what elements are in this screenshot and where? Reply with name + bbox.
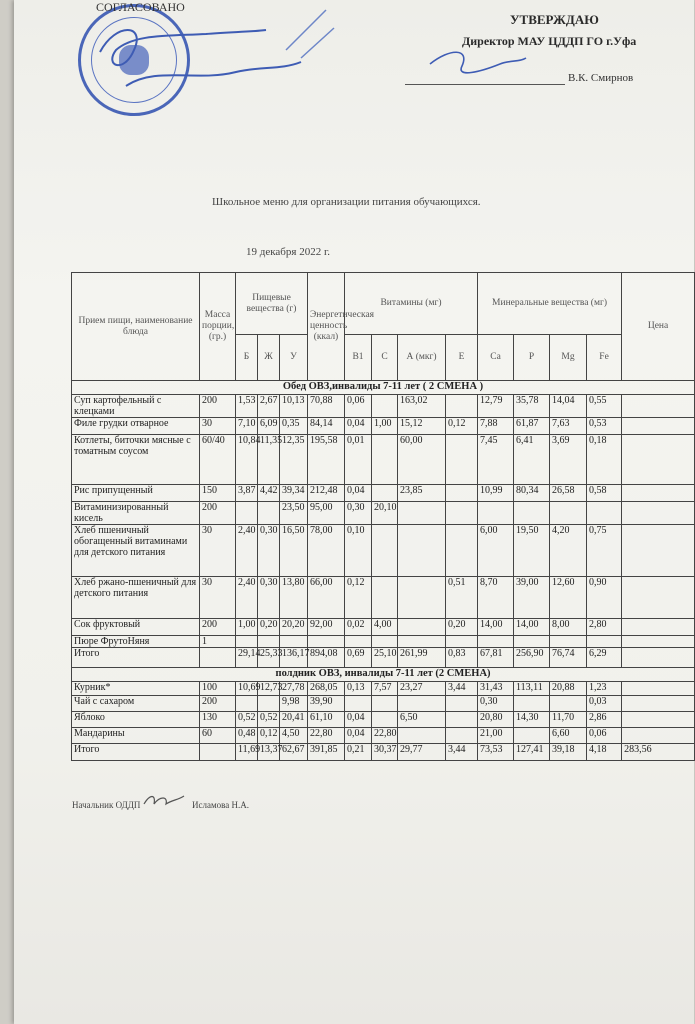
header-fe: Fe xyxy=(587,335,622,381)
cell-fe: 0,58 xyxy=(587,485,622,502)
signer-name: В.К. Смирнов xyxy=(568,72,634,84)
cell-fe: 1,23 xyxy=(587,682,622,696)
header-minerals: Минеральные вещества (мг) xyxy=(478,273,622,335)
cell-c: 7,57 xyxy=(372,682,398,696)
cell-ca: 10,99 xyxy=(478,485,514,502)
header-ca: Са xyxy=(478,335,514,381)
header-u: У xyxy=(280,335,308,381)
cell-p: 61,87 xyxy=(514,418,550,435)
cell-b: 2,40 xyxy=(236,525,258,577)
cell-mg: 3,69 xyxy=(550,435,587,485)
cell-p: 127,41 xyxy=(514,744,550,761)
cell-b: 7,10 xyxy=(236,418,258,435)
cell-c: 4,00 xyxy=(372,619,398,636)
header-c: С xyxy=(372,335,398,381)
cell-mg: 4,20 xyxy=(550,525,587,577)
cell-u: 27,78 xyxy=(280,682,308,696)
menu-table-body xyxy=(72,381,695,761)
cell-en: 39,90 xyxy=(308,696,345,712)
cell-mg: 8,00 xyxy=(550,619,587,636)
cell-b1: 0,04 xyxy=(345,418,372,435)
cell-u: 62,67 xyxy=(280,744,308,761)
cell-p: 39,00 xyxy=(514,577,550,619)
cell-c xyxy=(372,577,398,619)
cell-e xyxy=(446,525,478,577)
cell-b xyxy=(236,636,258,648)
cell-mass: 100 xyxy=(200,682,236,696)
cell-c: 25,10 xyxy=(372,648,398,668)
cell-b1 xyxy=(345,636,372,648)
cell-en: 95,00 xyxy=(308,502,345,525)
cell-u: 20,20 xyxy=(280,619,308,636)
cell-c: 1,00 xyxy=(372,418,398,435)
cell-mass: 30 xyxy=(200,525,236,577)
cell-u: 10,13 xyxy=(280,395,308,418)
handwritten-signature-left xyxy=(86,10,336,130)
cell-fe: 0,53 xyxy=(587,418,622,435)
cell-e: 3,44 xyxy=(446,744,478,761)
cell-a xyxy=(398,502,446,525)
cell-p: 14,00 xyxy=(514,619,550,636)
cell-e xyxy=(446,712,478,728)
cell-b: 10,84 xyxy=(236,435,258,485)
cell-e: 0,51 xyxy=(446,577,478,619)
cell-b: 2,40 xyxy=(236,577,258,619)
cell-fe: 2,86 xyxy=(587,712,622,728)
cell-mg: 6,60 xyxy=(550,728,587,744)
cell-price xyxy=(622,502,695,525)
cell-u: 12,35 xyxy=(280,435,308,485)
table-row xyxy=(72,502,695,525)
cell-b: 11,69 xyxy=(236,744,258,761)
cell-b xyxy=(236,696,258,712)
cell-price xyxy=(622,577,695,619)
cell-c xyxy=(372,435,398,485)
cell-a: 60,00 xyxy=(398,435,446,485)
cell-name: Курник* xyxy=(72,682,200,696)
cell-zh: 0,20 xyxy=(258,619,280,636)
cell-ca: 12,79 xyxy=(478,395,514,418)
cell-mass: 60/40 xyxy=(200,435,236,485)
cell-u: 4,50 xyxy=(280,728,308,744)
cell-p: 256,90 xyxy=(514,648,550,668)
cell-a: 163,02 xyxy=(398,395,446,418)
menu-table xyxy=(71,272,695,761)
document-date: 19 декабря 2022 г. xyxy=(246,246,330,258)
cell-p: 6,41 xyxy=(514,435,550,485)
cell-a: 15,12 xyxy=(398,418,446,435)
cell-price xyxy=(622,418,695,435)
cell-price xyxy=(622,648,695,668)
cell-mg: 11,70 xyxy=(550,712,587,728)
cell-fe: 0,06 xyxy=(587,728,622,744)
cell-en: 92,00 xyxy=(308,619,345,636)
header-zh: Ж xyxy=(258,335,280,381)
cell-e xyxy=(446,636,478,648)
cell-zh: 0,12 xyxy=(258,728,280,744)
cell-e: 3,44 xyxy=(446,682,478,696)
table-row xyxy=(72,696,695,712)
cell-fe xyxy=(587,636,622,648)
cell-name: Рис припущенный xyxy=(72,485,200,502)
cell-en: 22,80 xyxy=(308,728,345,744)
cell-price xyxy=(622,696,695,712)
cell-b1: 0,69 xyxy=(345,648,372,668)
cell-price xyxy=(622,682,695,696)
cell-ca: 0,30 xyxy=(478,696,514,712)
cell-en: 70,88 xyxy=(308,395,345,418)
cell-mg: 76,74 xyxy=(550,648,587,668)
cell-zh: 11,35 xyxy=(258,435,280,485)
cell-b: 0,48 xyxy=(236,728,258,744)
cell-mass: 200 xyxy=(200,395,236,418)
cell-p xyxy=(514,728,550,744)
cell-p: 14,30 xyxy=(514,712,550,728)
header-price: Цена xyxy=(622,273,695,381)
cell-en: 61,10 xyxy=(308,712,345,728)
cell-name: Хлеб ржано-пшеничный для детского питания xyxy=(72,577,200,619)
cell-name: Филе грудки отварное xyxy=(72,418,200,435)
cell-mg: 26,58 xyxy=(550,485,587,502)
cell-zh: 2,67 xyxy=(258,395,280,418)
cell-p: 19,50 xyxy=(514,525,550,577)
cell-u xyxy=(280,636,308,648)
cell-price: 283,56 xyxy=(622,744,695,761)
header-p: Р xyxy=(514,335,550,381)
cell-a: 23,27 xyxy=(398,682,446,696)
cell-a: 23,85 xyxy=(398,485,446,502)
cell-en: 78,00 xyxy=(308,525,345,577)
table-row xyxy=(72,636,695,648)
footer-position: Начальник ОДДП xyxy=(72,800,141,810)
cell-e: 0,12 xyxy=(446,418,478,435)
cell-mg: 39,18 xyxy=(550,744,587,761)
cell-mass: 130 xyxy=(200,712,236,728)
cell-a: 6,50 xyxy=(398,712,446,728)
cell-fe: 0,03 xyxy=(587,696,622,712)
cell-name: Итого xyxy=(72,648,200,668)
cell-e xyxy=(446,435,478,485)
table-row xyxy=(72,728,695,744)
header-mg: Mg xyxy=(550,335,587,381)
cell-zh: 0,52 xyxy=(258,712,280,728)
cell-a: 261,99 xyxy=(398,648,446,668)
cell-ca xyxy=(478,636,514,648)
cell-mass: 150 xyxy=(200,485,236,502)
cell-name: Суп картофельный с клецками xyxy=(72,395,200,418)
cell-c xyxy=(372,525,398,577)
cell-a xyxy=(398,636,446,648)
cell-price xyxy=(622,619,695,636)
cell-u: 16,50 xyxy=(280,525,308,577)
header-nutrients: Пищевые вещества (г) xyxy=(236,273,308,335)
cell-b1 xyxy=(345,696,372,712)
cell-zh: 0,30 xyxy=(258,525,280,577)
cell-p xyxy=(514,696,550,712)
cell-b: 1,53 xyxy=(236,395,258,418)
cell-e xyxy=(446,502,478,525)
cell-mass: 200 xyxy=(200,696,236,712)
cell-ca: 67,81 xyxy=(478,648,514,668)
table-row xyxy=(72,485,695,502)
header-b1: В1 xyxy=(345,335,372,381)
header-meal: Прием пищи, наименование блюда xyxy=(72,273,200,381)
cell-p xyxy=(514,636,550,648)
header-vitamins: Витамины (мг) xyxy=(345,273,478,335)
cell-price xyxy=(622,636,695,648)
cell-b: 10,69 xyxy=(236,682,258,696)
cell-b1: 0,04 xyxy=(345,485,372,502)
cell-en: 212,48 xyxy=(308,485,345,502)
cell-c xyxy=(372,485,398,502)
total-row xyxy=(72,648,695,668)
table-row xyxy=(72,418,695,435)
cell-c: 30,37 xyxy=(372,744,398,761)
cell-p: 80,34 xyxy=(514,485,550,502)
cell-zh xyxy=(258,696,280,712)
cell-u: 0,35 xyxy=(280,418,308,435)
cell-a xyxy=(398,525,446,577)
cell-mg: 12,60 xyxy=(550,577,587,619)
cell-b xyxy=(236,502,258,525)
cell-a xyxy=(398,577,446,619)
cell-p: 113,11 xyxy=(514,682,550,696)
cell-fe: 0,18 xyxy=(587,435,622,485)
cell-mass: 60 xyxy=(200,728,236,744)
cell-b1: 0,02 xyxy=(345,619,372,636)
cell-zh: 6,09 xyxy=(258,418,280,435)
cell-mg: 14,04 xyxy=(550,395,587,418)
table-row xyxy=(72,712,695,728)
cell-name: Итого xyxy=(72,744,200,761)
cell-a xyxy=(398,728,446,744)
cell-a xyxy=(398,696,446,712)
cell-zh: 12,73 xyxy=(258,682,280,696)
footer-name: Исламова Н.А. xyxy=(192,800,250,810)
cell-name: Витаминизированный кисель xyxy=(72,502,200,525)
cell-mg xyxy=(550,636,587,648)
cell-name: Чай с сахаром xyxy=(72,696,200,712)
cell-fe: 0,75 xyxy=(587,525,622,577)
cell-mass: 30 xyxy=(200,577,236,619)
cell-ca: 31,43 xyxy=(478,682,514,696)
cell-zh: 25,33 xyxy=(258,648,280,668)
cell-ca: 8,70 xyxy=(478,577,514,619)
cell-price xyxy=(622,435,695,485)
cell-b1: 0,10 xyxy=(345,525,372,577)
cell-a: 29,77 xyxy=(398,744,446,761)
cell-ca: 7,45 xyxy=(478,435,514,485)
table-row xyxy=(72,525,695,577)
header-energy: Энергетическая ценность (ккал) xyxy=(308,273,345,381)
table-row xyxy=(72,577,695,619)
cell-c xyxy=(372,636,398,648)
table-row xyxy=(72,682,695,696)
cell-b: 3,87 xyxy=(236,485,258,502)
cell-zh: 0,30 xyxy=(258,577,280,619)
cell-zh: 4,42 xyxy=(258,485,280,502)
header-e: Е xyxy=(446,335,478,381)
header-a: А (мкг) xyxy=(398,335,446,381)
cell-u: 9,98 xyxy=(280,696,308,712)
cell-en: 195,58 xyxy=(308,435,345,485)
cell-mass: 200 xyxy=(200,619,236,636)
cell-u: 136,17 xyxy=(280,648,308,668)
cell-name: Пюре ФрутоНяня xyxy=(72,636,200,648)
cell-en: 84,14 xyxy=(308,418,345,435)
cell-price xyxy=(622,712,695,728)
cell-u: 20,41 xyxy=(280,712,308,728)
cell-fe xyxy=(587,502,622,525)
cell-mass xyxy=(200,648,236,668)
cell-name: Яблоко xyxy=(72,712,200,728)
cell-price xyxy=(622,395,695,418)
cell-fe: 2,80 xyxy=(587,619,622,636)
cell-mass xyxy=(200,744,236,761)
cell-price xyxy=(622,485,695,502)
cell-c xyxy=(372,696,398,712)
total-row xyxy=(72,744,695,761)
cell-zh xyxy=(258,636,280,648)
cell-fe: 0,90 xyxy=(587,577,622,619)
cell-b: 1,00 xyxy=(236,619,258,636)
approved-label: СОГЛАСОВАНО xyxy=(96,0,185,14)
approve-title: УТВЕРЖДАЮ xyxy=(510,12,599,27)
cell-en: 894,08 xyxy=(308,648,345,668)
cell-u: 13,80 xyxy=(280,577,308,619)
cell-name: Хлеб пшеничный обогащенный витаминами для детского питания xyxy=(72,525,200,577)
cell-fe: 4,18 xyxy=(587,744,622,761)
table-row xyxy=(72,619,695,636)
cell-name: Сок фруктовый xyxy=(72,619,200,636)
cell-name: Котлеты, биточки мясные с томатным соусом xyxy=(72,435,200,485)
cell-price xyxy=(622,728,695,744)
signature-line xyxy=(405,84,565,85)
cell-c: 20,10 xyxy=(372,502,398,525)
cell-mass: 1 xyxy=(200,636,236,648)
cell-zh xyxy=(258,502,280,525)
cell-ca xyxy=(478,502,514,525)
cell-u: 39,34 xyxy=(280,485,308,502)
cell-b1: 0,04 xyxy=(345,712,372,728)
cell-ca: 21,00 xyxy=(478,728,514,744)
cell-en: 66,00 xyxy=(308,577,345,619)
cell-price xyxy=(622,525,695,577)
cell-fe: 6,29 xyxy=(587,648,622,668)
cell-ca: 14,00 xyxy=(478,619,514,636)
cell-b: 0,52 xyxy=(236,712,258,728)
cell-zh: 13,37 xyxy=(258,744,280,761)
cell-b1: 0,04 xyxy=(345,728,372,744)
cell-b1: 0,21 xyxy=(345,744,372,761)
cell-e xyxy=(446,485,478,502)
handwritten-signature-right xyxy=(420,42,530,82)
cell-ca: 6,00 xyxy=(478,525,514,577)
cell-p: 35,78 xyxy=(514,395,550,418)
cell-b1: 0,13 xyxy=(345,682,372,696)
cell-a xyxy=(398,619,446,636)
cell-b1: 0,30 xyxy=(345,502,372,525)
cell-mg: 7,63 xyxy=(550,418,587,435)
cell-e xyxy=(446,696,478,712)
cell-mg xyxy=(550,502,587,525)
cell-b1: 0,06 xyxy=(345,395,372,418)
director-title: Директор МАУ ЦДДП ГО г.Уфа xyxy=(462,34,637,48)
header-b: Б xyxy=(236,335,258,381)
table-row xyxy=(72,435,695,485)
header-mass: Масса порции, (гр.) xyxy=(200,273,236,381)
cell-c xyxy=(372,712,398,728)
cell-mg: 20,88 xyxy=(550,682,587,696)
cell-c xyxy=(372,395,398,418)
cell-en xyxy=(308,636,345,648)
cell-e: 0,20 xyxy=(446,619,478,636)
document-title: Школьное меню для организации питания обучающихся. xyxy=(212,196,481,208)
section-title: Обед ОВЗ,инвалиды 7-11 лет ( 2 СМЕНА ) xyxy=(72,381,695,395)
cell-c: 22,80 xyxy=(372,728,398,744)
cell-e: 0,83 xyxy=(446,648,478,668)
cell-mass: 30 xyxy=(200,418,236,435)
cell-u: 23,50 xyxy=(280,502,308,525)
cell-en: 268,05 xyxy=(308,682,345,696)
cell-b: 29,14 xyxy=(236,648,258,668)
footer-signature xyxy=(142,792,186,810)
cell-en: 391,85 xyxy=(308,744,345,761)
cell-ca: 7,88 xyxy=(478,418,514,435)
section-title: полдник ОВЗ, инвалиды 7-11 лет (2 СМЕНА) xyxy=(72,668,695,682)
cell-b1: 0,12 xyxy=(345,577,372,619)
cell-mass: 200 xyxy=(200,502,236,525)
cell-ca: 20,80 xyxy=(478,712,514,728)
cell-b1: 0,01 xyxy=(345,435,372,485)
cell-fe: 0,55 xyxy=(587,395,622,418)
cell-ca: 73,53 xyxy=(478,744,514,761)
cell-e xyxy=(446,395,478,418)
cell-name: Мандарины xyxy=(72,728,200,744)
cell-p xyxy=(514,502,550,525)
cell-e xyxy=(446,728,478,744)
cell-mg xyxy=(550,696,587,712)
table-row xyxy=(72,395,695,418)
